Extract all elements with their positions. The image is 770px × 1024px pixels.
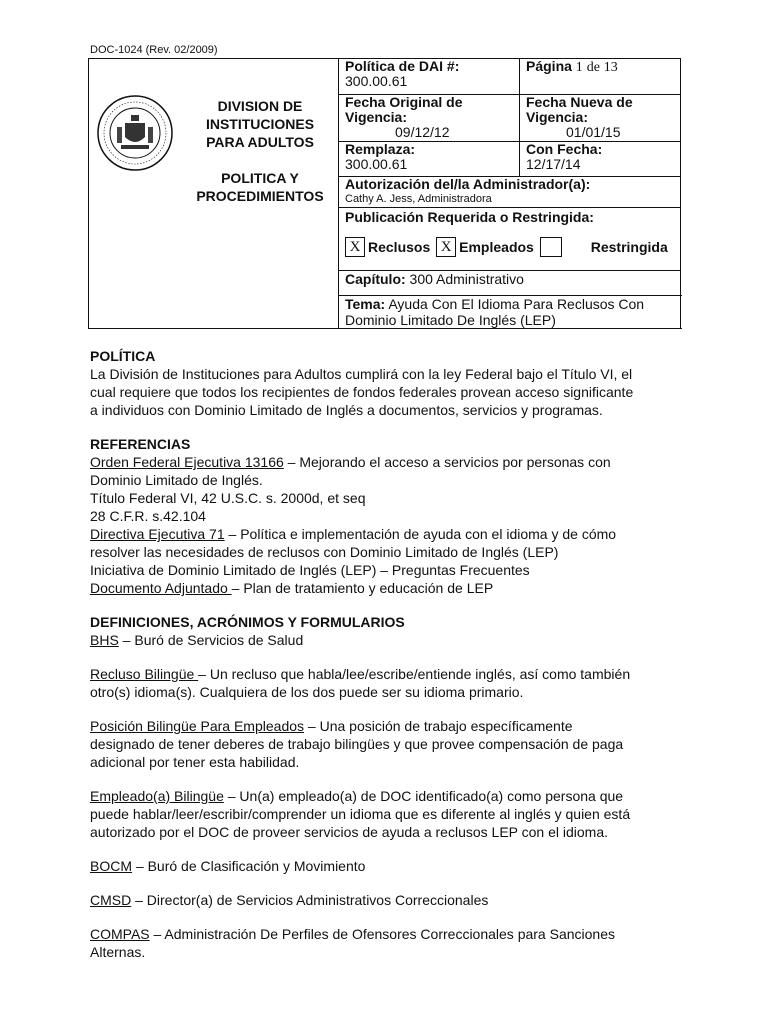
state-seal-icon [95, 93, 175, 173]
publication-cell: Publicación Requerida o Restringida: X Reclusos X Empleados Restringida [339, 208, 681, 271]
term-bilingual-position: Posición Bilingüe Para Empleados [90, 718, 305, 734]
restricted-checkbox[interactable] [540, 237, 562, 257]
division-name: DIVISION DE INSTITUCIONES PARA ADULTOS [205, 98, 315, 150]
chapter-row: Capítulo: 300 Administrativo [339, 271, 681, 296]
term-bhs: BHS [90, 632, 119, 648]
definitions-heading: DEFINICIONES, ACRÓNIMOS Y FORMULARIOS [90, 614, 405, 630]
document-code: DOC-1024 (Rev. 02/2009) [90, 44, 218, 56]
original-date-cell: Fecha Original de Vigencia: 09/12/12 [339, 95, 520, 142]
policy-number-cell: Política de DAI #: 300.00.61 [339, 59, 520, 95]
with-date-cell: Con Fecha: 12/17/14 [520, 142, 681, 177]
ref-directive-link[interactable]: Directiva Ejecutiva 71 [90, 526, 225, 542]
header-left-cell [89, 59, 339, 329]
inmates-label: Reclusos [368, 238, 431, 255]
term-bilingual-employee: Empleado(a) Bilingüe [90, 788, 224, 804]
inmates-checkbox[interactable]: X [345, 237, 365, 257]
employees-checkbox[interactable]: X [436, 237, 456, 257]
ref-attachment-link[interactable]: Documento Adjuntado [90, 580, 232, 596]
topic-row: Tema: Ayuda Con El Idioma Para Reclusos Con Dominio Limitado De Inglés (LEP) [339, 296, 681, 329]
policy-heading: POLÍTICA [90, 348, 156, 364]
replaces-cell: Remplaza: 300.00.61 [339, 142, 520, 177]
publication-options [345, 237, 674, 257]
authorization-cell: Autorización del/la Administrador(a): Cathy A. Jess, Administradora [339, 177, 681, 208]
restricted-label: Restringida [590, 238, 668, 255]
employees-label: Empleados [459, 238, 534, 255]
document-body: POLÍTICA La División de Instituciones para Adultos cumplirá con la ley Federal bajo el Título VI, el cual requiere que todos los recipientes de fondos federales provean acceso significante a individuos con Dominio Limitado de Inglés a documentos, servicios y programas. REFERENCIAS Orden Federal Ejecutiva 13166 – Mejorando el acceso a servicios por personas con Dominio Limitado de Inglés. Título Federal VI, 42 U.S.C. s. 2000d, et seq 28 C.F.R. s.42.104 Directiva Ejecutiva 71 – Política e implementación de ayuda con el idioma y de cómo resolver las necesidades de reclusos con Dominio Limitado de Inglés (LEP) Iniciativa de Dominio Limitado de Inglés (LEP) – Preguntas Frecuentes Documento Adjuntado – Plan de tratamiento y educación de LEP DEFINICIONES, ACRÓNIMOS Y FORMULARIOS BHS – Buró de Servicios de Salud Recluso Bilingüe – Un recluso que habla/lee/escribe/entiende inglés, así como también otro(s) idioma(s). Cualquiera de los dos puede ser su idioma primario. Posición Bilingüe Para Empleados – Una posición de trabajo específicamente designado de tener deberes de trabajo bilingües y que provee compensación de paga adicional por tener esta habilidad. Empleado(a) Bilingüe – Un(a) empleado(a) de DOC identificado(a) como persona que puede hablar/leer/escribir/comprender un idioma que es diferente al inglés y quien está autorizado por el DOC de proveer servicios de ayuda a reclusos LEP con el idioma. BOCM – Buró de Clasificación y Movimiento CMSD – Director(a) de Servicios Administrativos Correccionales COMPAS – Administración De Perfiles de Ofensores Correccionales para Sanciones Alternas. [90, 347, 690, 961]
ref-executive-order-link[interactable]: Orden Federal Ejecutiva 13166 [90, 454, 284, 470]
new-date-cell: Fecha Nueva de Vigencia: 01/01/15 [520, 95, 681, 142]
term-bilingual-inmate: Recluso Bilingüe [90, 666, 199, 682]
term-bocm: BOCM [90, 858, 132, 874]
term-cmsd: CMSD [90, 892, 132, 908]
document-type: POLITICA Y PROCEDIMIENTOS [196, 170, 324, 204]
references-heading: REFERENCIAS [90, 436, 191, 452]
policy-header-table [88, 58, 681, 329]
page-cell: Página 1 de 13 [520, 59, 681, 95]
term-compas: COMPAS [90, 926, 150, 942]
